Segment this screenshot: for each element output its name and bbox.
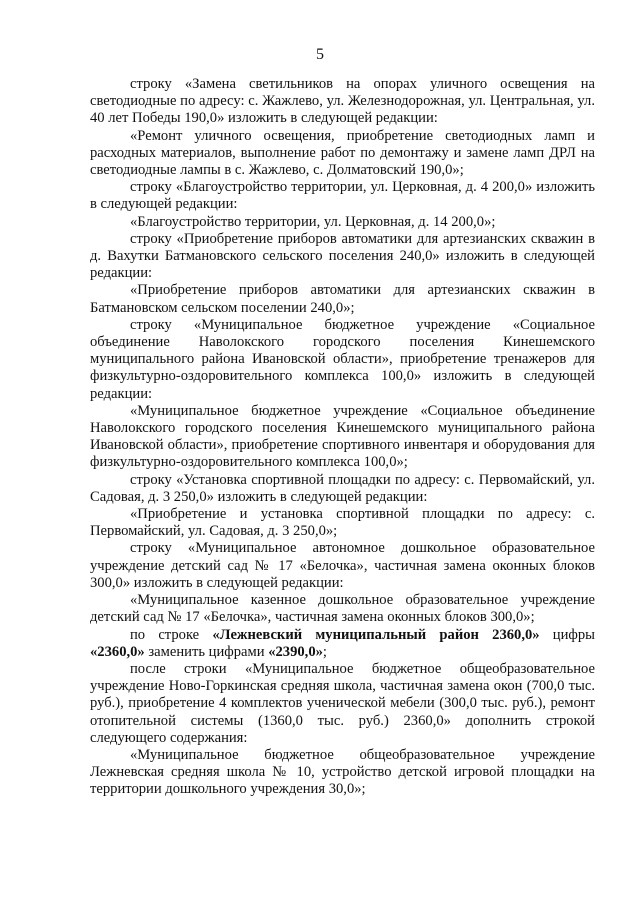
new-figure-bold: «2390,0» — [268, 643, 323, 660]
paragraph-13-post: ; — [322, 643, 327, 660]
paragraph-1: строку «Замена светильников на опорах уличного освещения на светодиодные по адресу: с. Жажлево, ул. Железнодорожная, ул. Центральная, ул. 40 лет Победы 190,0» изложить в следующей редакции: — [90, 76, 595, 127]
paragraph-2: «Ремонт уличного освещения, приобретение светодиодных ламп и расходных материалов, выполнение работ по демонтажу и замене ламп ДРЛ на светодиодные лампы в с. Жажлево, с. Долматовский 190,0»; — [90, 127, 595, 179]
paragraph-7: строку «Муниципальное бюджетное учреждение «Социальное объединение Наволокского городского поселения Кинешемского муниципального района Ивановской области», приобретение тренажеров для физкультурно-оздоровительного комплекса 100,0» изложить в следующей редакции: — [90, 316, 595, 402]
paragraph-6: «Приобретение приборов автоматики для артезианских скважин в Батмановском сельском поселении 240,0»; — [90, 282, 595, 316]
paragraph-13-mid2: заменить цифрами — [144, 643, 269, 660]
paragraph-3: строку «Благоустройство территории, ул. Церковная, д. 4 200,0» изложить в следующей редакции: — [90, 179, 595, 213]
page-number: 5 — [316, 46, 324, 63]
old-figure-bold: «2360,0» — [90, 643, 145, 660]
paragraph-5: строку «Приобретение приборов автоматики для артезианских скважин в д. Вахутки Батмановского сельского поселения 240,0» изложить в следующей редакции: — [90, 230, 595, 282]
paragraph-13-pre: по строке — [130, 626, 213, 643]
paragraph-13 — [90, 627, 595, 661]
district-name-bold: «Лежневский муниципальный район 2360,0» — [212, 626, 540, 643]
paragraph-4: «Благоустройство территории, ул. Церковная, д. 14 200,0»; — [130, 213, 496, 230]
paragraph-14: после строки «Муниципальное бюджетное общеобразовательное учреждение Ново-Горкинская средняя школа, частичная замена окон (700,0 тыс. руб.), приобретение 4 комплектов ученической мебели (300,0 тыс. руб.), ремонт отопительной системы (1360,0 тыс. руб.) 2360,0» дополнить строкой следующего содержания: — [90, 660, 595, 746]
document-body — [90, 76, 595, 799]
paragraph-11: строку «Муниципальное автономное дошкольное образовательное учреждение детский сад № 17 «Белочка», частичная замена оконных блоков 300,0» изложить в следующей редакции: — [90, 540, 595, 591]
paragraph-9: строку «Установка спортивной площадки по адресу: с. Первомайский, ул. Садовая, д. 3 250,0» изложить в следующей редакции: — [90, 471, 595, 505]
paragraph-10: «Приобретение и установка спортивной площадки по адресу: с. Первомайский, ул. Садовая, д. 3 250,0»; — [90, 506, 595, 540]
paragraph-13-mid: цифры — [539, 626, 595, 643]
paragraph-8: «Муниципальное бюджетное учреждение «Социальное объединение Наволокского городского поселения Кинешемского муниципального района Ивановской области», приобретение спортивного инвентаря и оборудования для физкультурно-оздоровительного комплекса 100,0»; — [90, 402, 595, 471]
paragraph-12: «Муниципальное казенное дошкольное образовательное учреждение детский сад № 17 «Белочка», частичная замена оконных блоков 300,0»; — [90, 592, 595, 626]
paragraph-15: «Муниципальное бюджетное общеобразовательное учреждение Лежневская средняя школа № 10, устройство детской игровой площадки на территории дошкольного учреждения 30,0»; — [90, 746, 595, 798]
